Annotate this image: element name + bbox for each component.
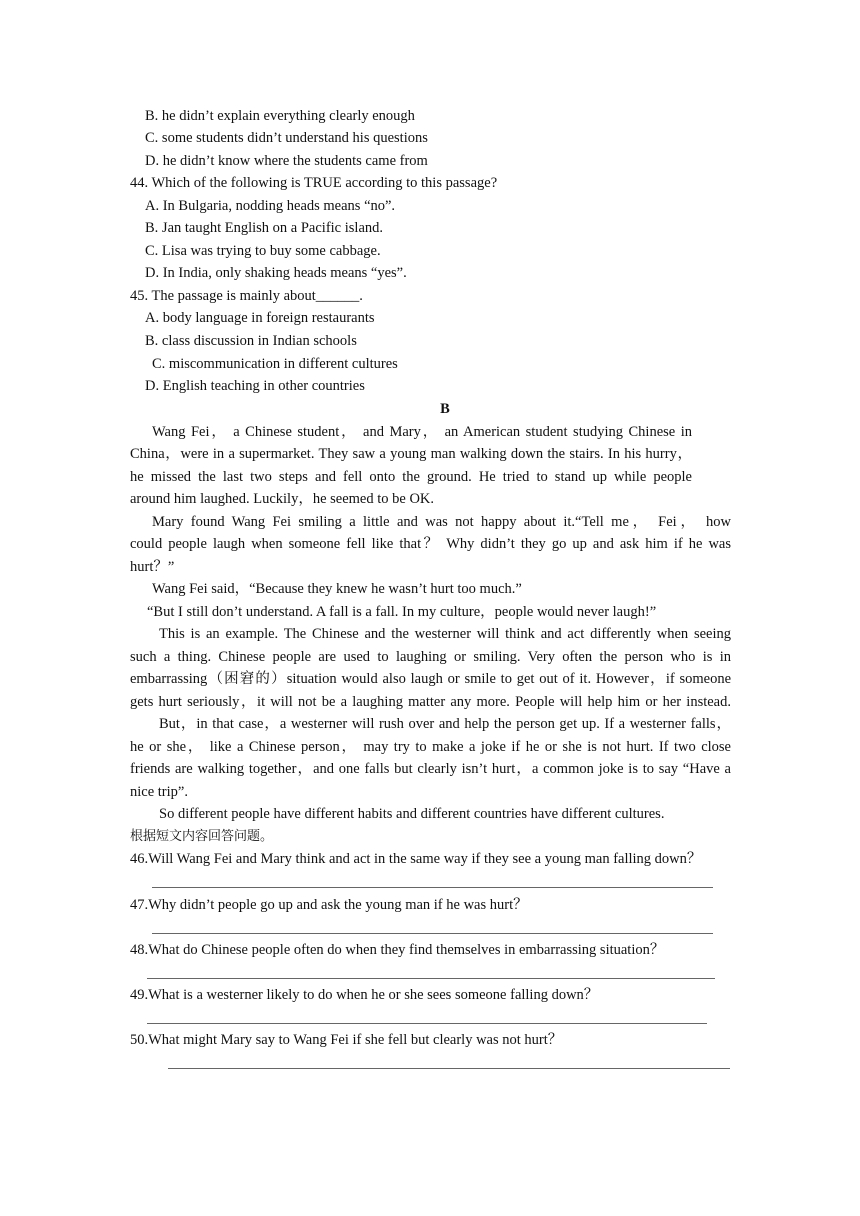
- passage-line: But，in that case，a westerner will rush over and help the person get up. If a westerner falls，: [159, 716, 731, 732]
- q45-option-b: B. class discussion in Indian schools: [145, 333, 357, 349]
- question-49: 49.What is a westerner likely to do when he or she sees someone falling down？: [130, 987, 599, 1003]
- passage-line: such a thing. Chinese people are used to laughing or smiling. Very often the person who is in: [130, 649, 731, 665]
- passage-line: “But I still don’t understand. A fall is a fall. In my culture，people would never laugh!”: [147, 604, 657, 620]
- passage-line: This is an example. The Chinese and the westerner will think and act differently when seeing: [159, 626, 731, 642]
- q43-option-d: D. he didn’t know where the students came from: [145, 153, 428, 169]
- q44-option-a: A. In Bulgaria, nodding heads means “no”.: [145, 198, 396, 214]
- instruction: 根据短文内容回答问题。: [130, 829, 274, 844]
- answer-line-47[interactable]: [152, 933, 713, 934]
- q43-option-c: C. some students didn’t understand his questions: [145, 130, 428, 146]
- passage-line: hurt？”: [130, 559, 175, 575]
- q45-option-c: C. miscommunication in different cultures: [152, 356, 398, 372]
- q45-option-d: D. English teaching in other countries: [145, 378, 365, 394]
- passage-line: China，were in a supermarket. They saw a young man walking down the stairs. In his hurry，: [130, 446, 692, 462]
- q43-option-b: B. he didn’t explain everything clearly enough: [145, 108, 415, 124]
- passage-line: embarrassing（困窘的）situation would also laugh or smile to get out of it. However，if someone: [130, 671, 731, 687]
- question-50: 50.What might Mary say to Wang Fei if she fell but clearly was not hurt？: [130, 1032, 563, 1048]
- passage-line: Wang Fei， a Chinese student， and Mary， an American student studying Chinese in: [152, 424, 692, 440]
- passage-line: he or she， like a Chinese person， may try to make a joke if he or she is not hurt. If two close: [130, 739, 731, 755]
- passage-line: he missed the last two steps and fell onto the ground. He tried to stand up while people: [130, 469, 692, 485]
- section-b-heading: B: [440, 401, 450, 417]
- q44-option-b: B. Jan taught English on a Pacific island.: [145, 220, 384, 236]
- passage-line: So different people have different habits and different countries have different cultures.: [159, 806, 665, 822]
- passage-line: Mary found Wang Fei smiling a little and was not happy about it.“Tell me， Fei， how: [152, 514, 731, 530]
- passage-line: Wang Fei said，“Because they knew he wasn’t hurt too much.”: [152, 581, 522, 597]
- passage-line: friends are walking together，and one falls but clearly isn’t hurt，a common joke is to say “Have a: [130, 761, 731, 777]
- passage-line: gets hurt seriously，it will not be a laughing matter any more. People will help him or her instead.: [130, 694, 731, 710]
- q44-question: 44. Which of the following is TRUE according to this passage?: [130, 175, 498, 191]
- answer-line-48[interactable]: [147, 978, 715, 979]
- q45-question: 45. The passage is mainly about______.: [130, 288, 363, 304]
- answer-line-50[interactable]: [168, 1068, 730, 1069]
- question-47: 47.Why didn’t people go up and ask the young man if he was hurt？: [130, 897, 528, 913]
- q44-option-c: C. Lisa was trying to buy some cabbage.: [145, 243, 381, 259]
- q44-option-d: D. In India, only shaking heads means “yes”.: [145, 265, 407, 281]
- passage-line: could people laugh when someone fell like that？ Why didn’t they go up and ask him if he was: [130, 536, 731, 552]
- passage-line: around him laughed. Luckily，he seemed to be OK.: [130, 491, 435, 507]
- passage-line: nice trip”.: [130, 784, 188, 800]
- answer-line-49[interactable]: [147, 1023, 707, 1024]
- q45-option-a: A. body language in foreign restaurants: [145, 310, 375, 326]
- question-46: 46.Will Wang Fei and Mary think and act in the same way if they see a young man falling down？: [130, 851, 702, 867]
- answer-line-46[interactable]: [152, 887, 713, 888]
- question-48: 48.What do Chinese people often do when they find themselves in embarrassing situation？: [130, 942, 665, 958]
